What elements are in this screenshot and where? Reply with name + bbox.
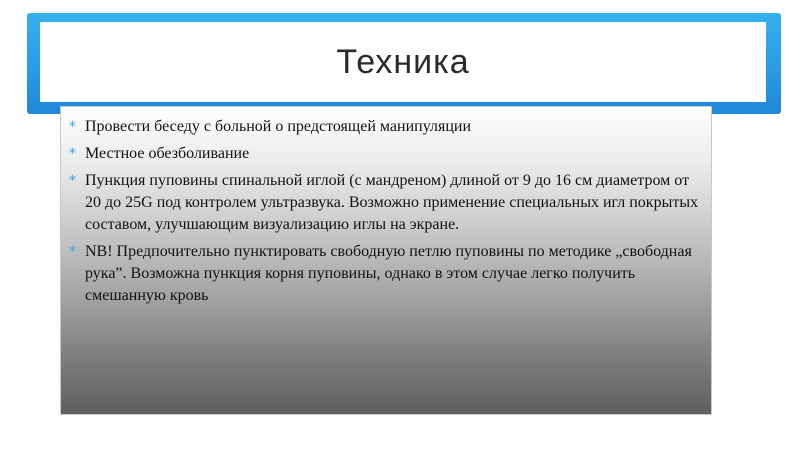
- bullet-item: [69, 116, 709, 138]
- asterisk-bullet-icon: *: [69, 244, 76, 260]
- asterisk-bullet-icon: *: [69, 146, 76, 162]
- slide-title: Техника: [336, 42, 470, 81]
- bullet-text: NB! Предпочительно пунктировать свободную петлю пуповины по методике „свободная рука”. Возможна пункция корня пуповины, однако в этом случае легко получить смешанную кровь: [85, 243, 692, 304]
- bullet-text: Пункция пуповины спинальной иглой (с мандреном) длиной от 9 до 16 см диаметром от 20 до 25G под контролем ультразвука. Возможно применение специальных игл покрытых составом, улучшающим визуализацию иглы на экране.: [85, 172, 699, 233]
- bullet-item: [69, 241, 709, 307]
- bullet-text: Провести беседу с больной о предстоящей манипуляции: [85, 118, 472, 135]
- asterisk-bullet-icon: *: [69, 173, 76, 189]
- bullet-list: [69, 116, 709, 312]
- bullet-text: Местное обезболивание: [85, 145, 250, 162]
- asterisk-bullet-icon: *: [69, 119, 76, 135]
- bullet-item: [69, 143, 709, 165]
- title-box: [40, 22, 766, 102]
- bullet-item: [69, 170, 709, 236]
